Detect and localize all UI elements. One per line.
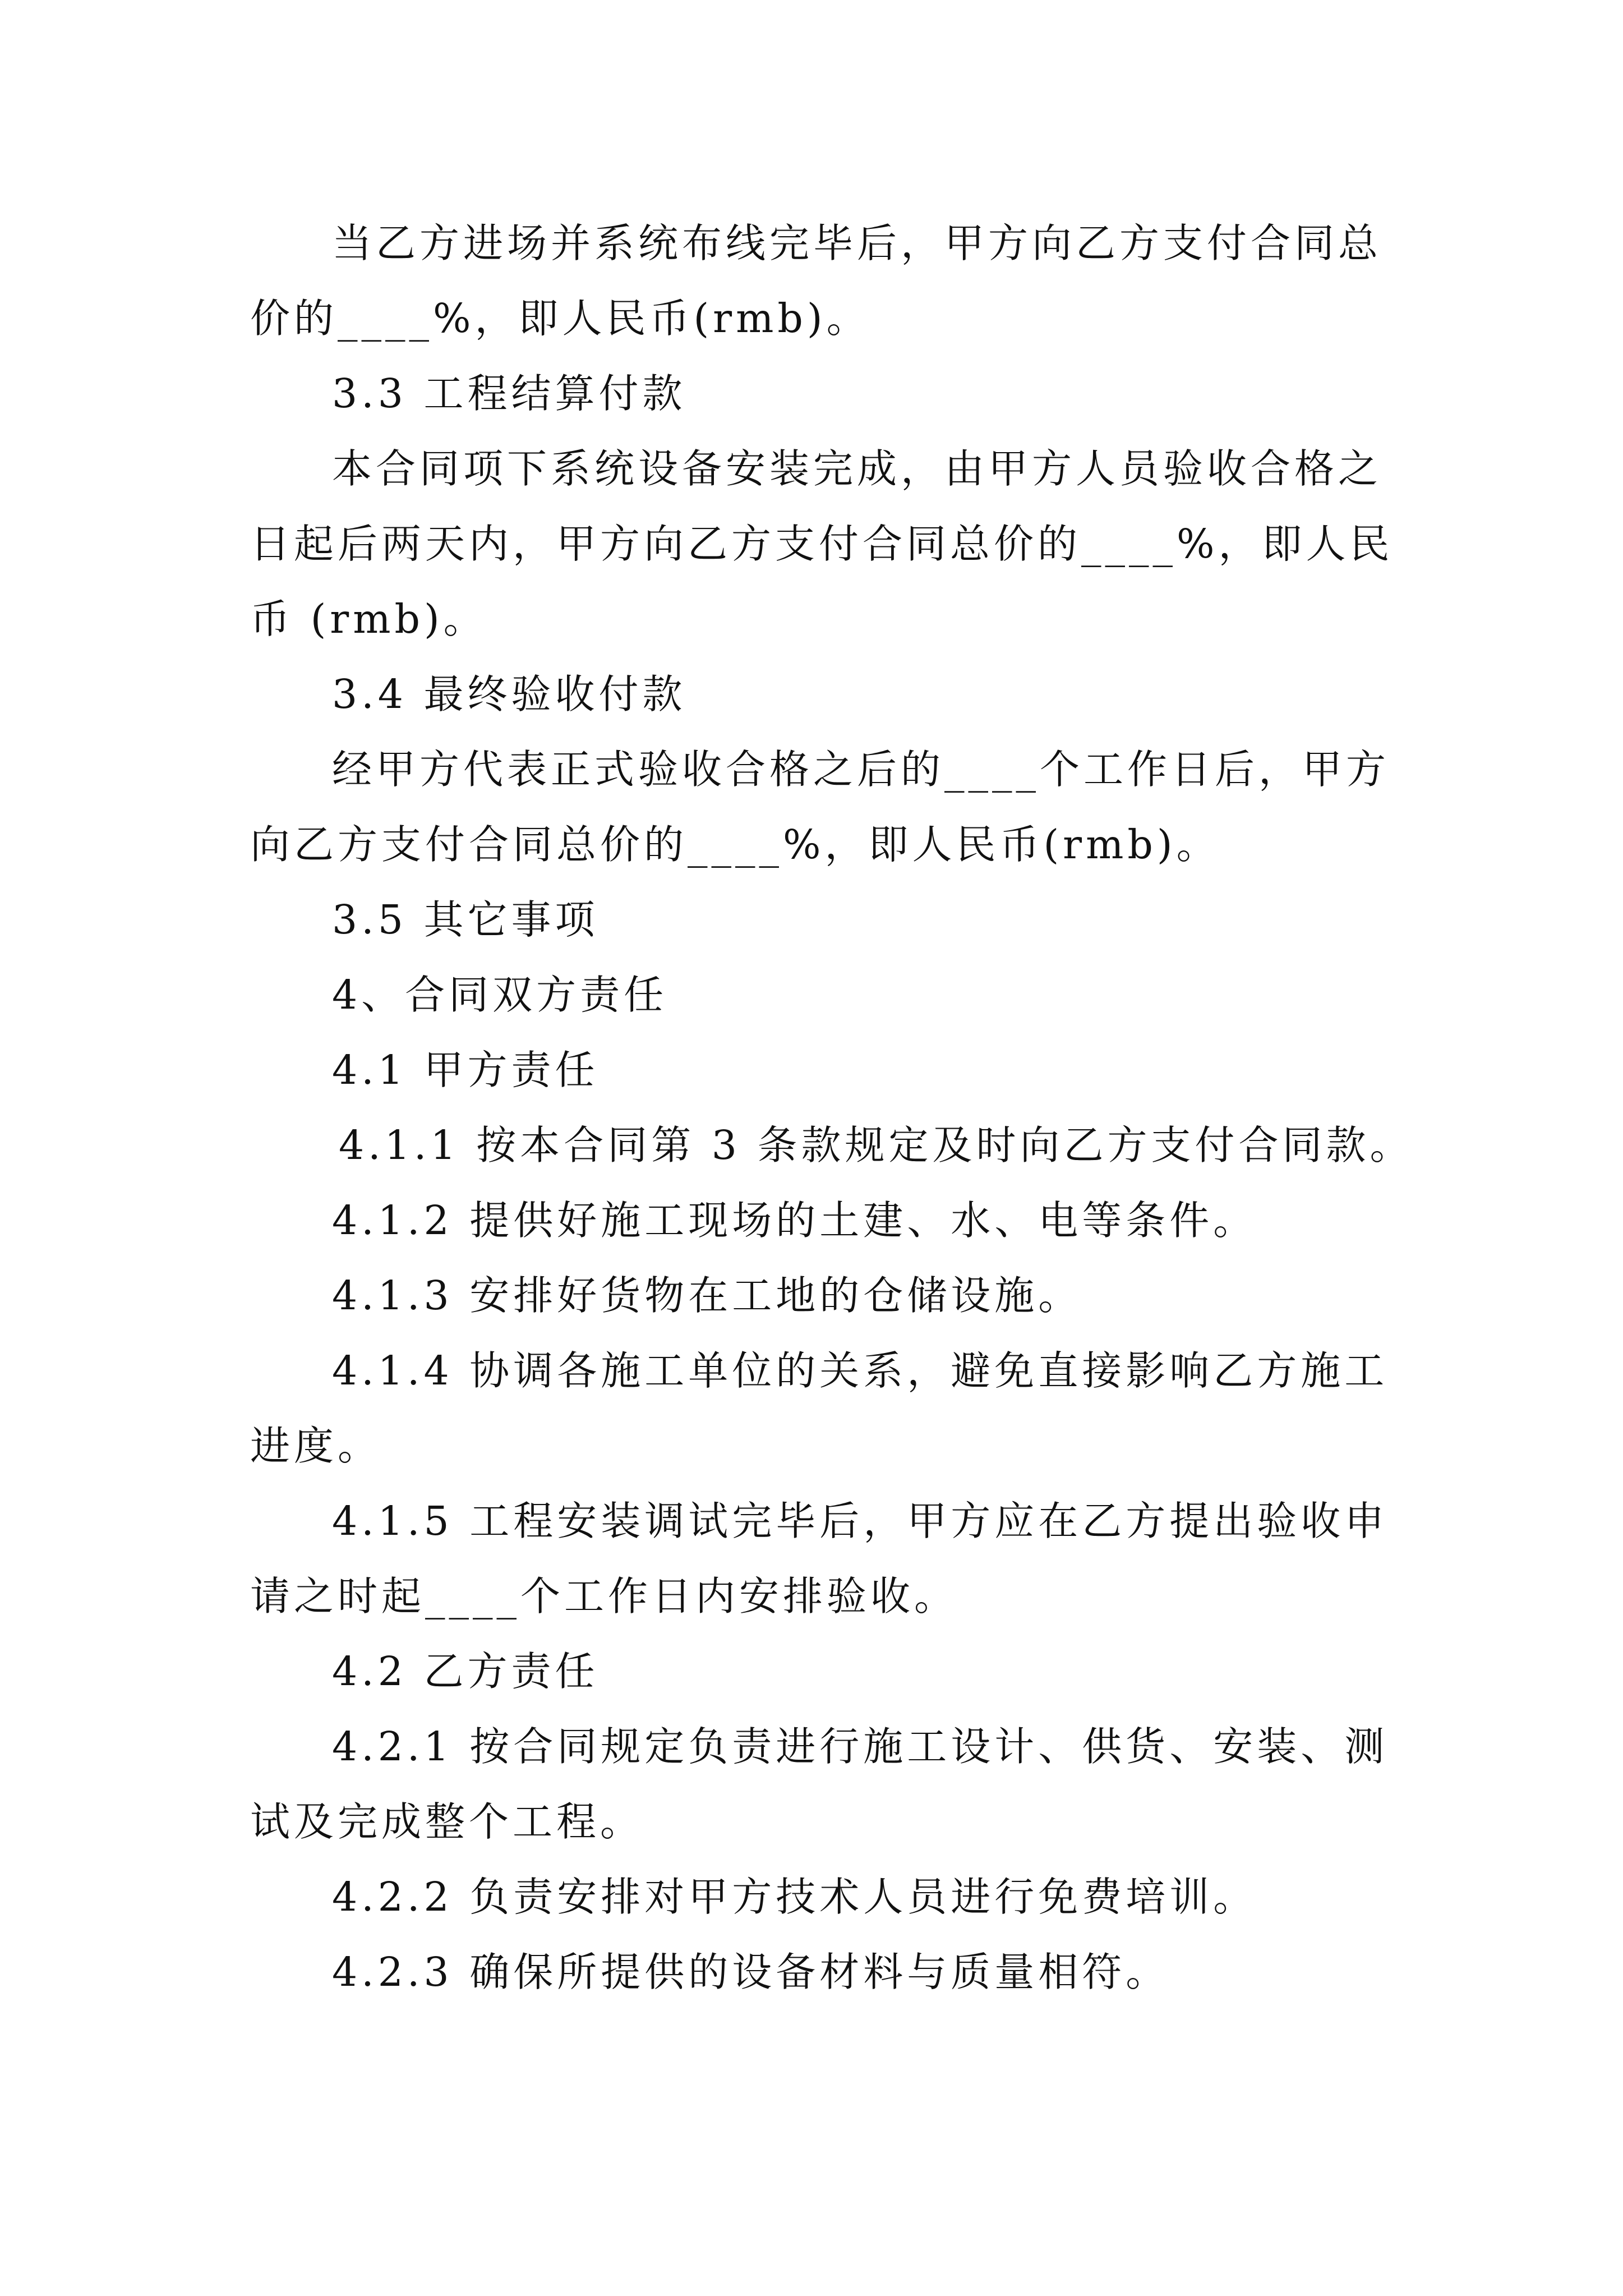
paragraph-line: 本合同项下系统设备安装完成，由甲方人员验收合格之 [332, 445, 1382, 492]
paragraph-line: 试及完成整个工程。 [250, 1798, 644, 1845]
section-heading-3-3: 3.3 工程结算付款 [332, 370, 686, 417]
section-heading-3-5: 3.5 其它事项 [332, 896, 599, 943]
clause-4-1-2: 4.1.2 提供好施工现场的土建、水、电等条件。 [332, 1197, 1257, 1244]
paragraph-line: 向乙方支付合同总价的____%，即人民币(rmb)。 [250, 821, 1220, 868]
paragraph-line: 进度。 [250, 1423, 382, 1469]
section-heading-4: 4、合同双方责任 [332, 972, 668, 1018]
section-heading-4-2: 4.2 乙方责任 [332, 1648, 599, 1695]
paragraph-line: 当乙方进场并系统布线完毕后，甲方向乙方支付合同总 [332, 220, 1382, 266]
clause-4-2-3: 4.2.3 确保所提供的设备材料与质量相符。 [332, 1949, 1170, 1995]
paragraph-line: 经甲方代表正式验收合格之后的____个工作日后，甲方 [332, 746, 1390, 793]
clause-4-2-1: 4.2.1 按合同规定负责进行施工设计、供货、安装、测 [332, 1723, 1389, 1770]
paragraph-line: 价的____%，即人民币(rmb)。 [250, 295, 870, 342]
paragraph-line: 请之时起____个工作日内安排验收。 [250, 1573, 958, 1619]
clause-4-1-3: 4.1.3 安排好货物在工地的仓储设施。 [332, 1272, 1082, 1319]
section-heading-4-1: 4.1 甲方责任 [332, 1047, 599, 1093]
clause-4-1-1: 4.1.1 按本合同第 3 条款规定及时向乙方支付合同款。 [339, 1122, 1414, 1168]
clause-4-1-5: 4.1.5 工程安装调试完毕后，甲方应在乙方提出验收申 [332, 1498, 1389, 1544]
clause-4-2-2: 4.2.2 负责安排对甲方技术人员进行免费培训。 [332, 1874, 1257, 1920]
paragraph-line: 日起后两天内，甲方向乙方支付合同总价的____%，即人民 [250, 521, 1394, 567]
clause-4-1-4: 4.1.4 协调各施工单位的关系，避免直接影响乙方施工 [332, 1347, 1389, 1394]
section-heading-3-4: 3.4 最终验收付款 [332, 671, 686, 717]
paragraph-line: 币 (rmb)。 [250, 596, 487, 642]
